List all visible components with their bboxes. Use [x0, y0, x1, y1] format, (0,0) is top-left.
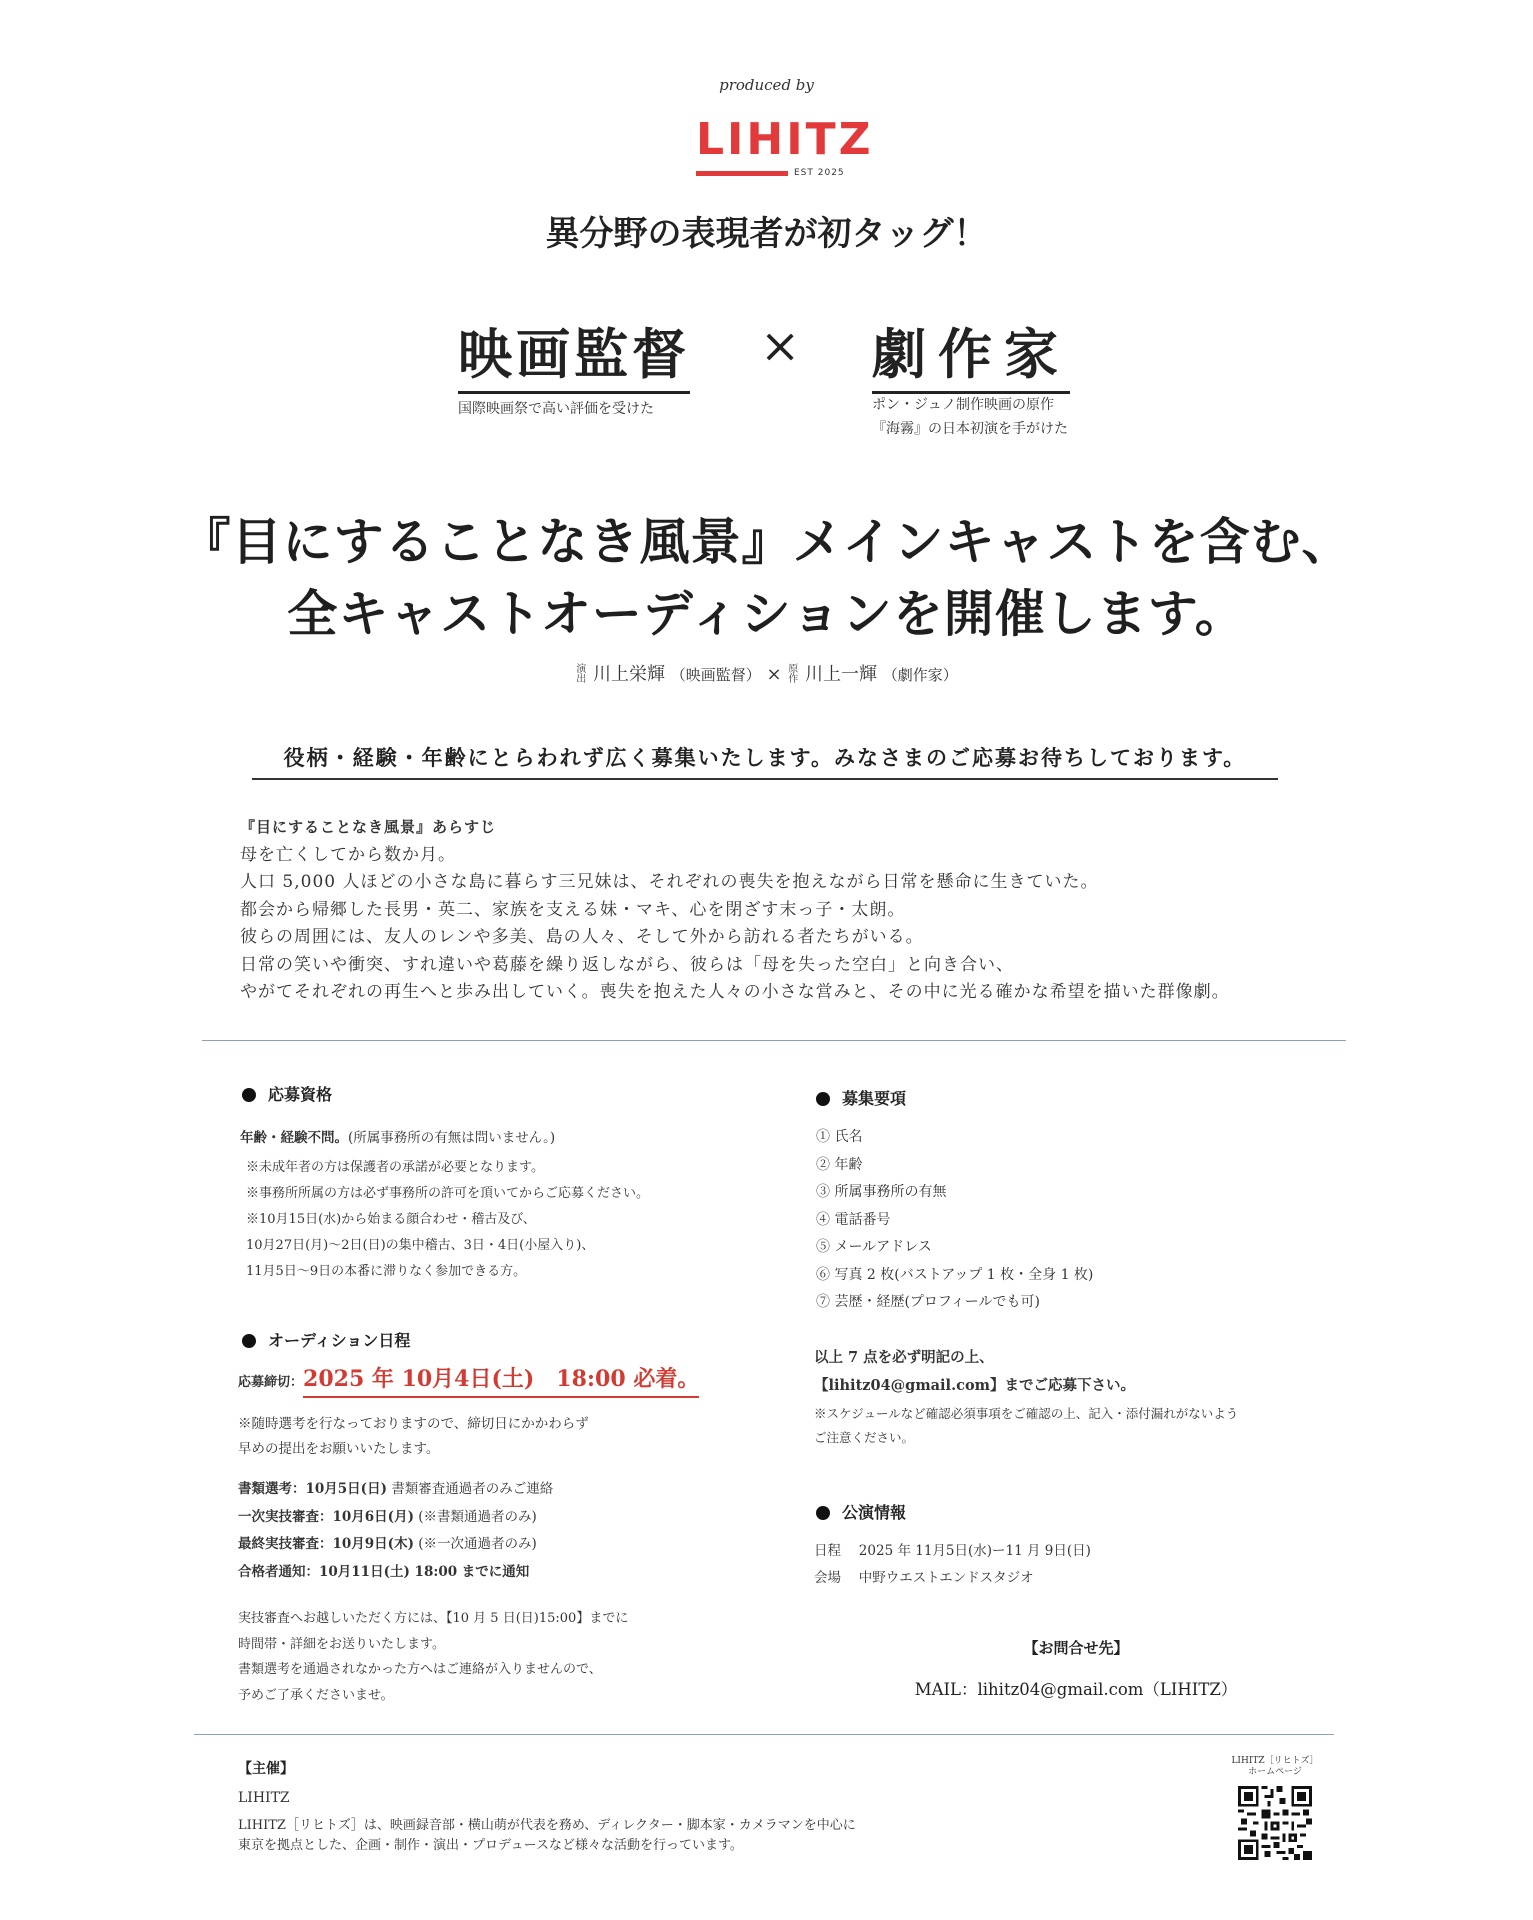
qr-caption: LIHITZ［リヒトズ］ ホームページ [1231, 1756, 1319, 1777]
requirements-instruction: 以上 7 点を必ず明記の上、 【lihitz04@gmail.com】までご応募下さい。 [814, 1349, 1135, 1394]
logo-est: EST 2025 [794, 167, 845, 178]
playwright-note-line2: 『海霧』の日本初演を手がけた [872, 420, 1068, 437]
bullet-dot [816, 1506, 830, 1520]
playwright-note-line1: ポン・ジュノ制作映画の原作 [872, 397, 1054, 413]
eligibility-title: 応募資格 [242, 1082, 332, 1105]
synopsis-line: 日常の笑いや衝突、すれ違いや葛藤を繰り返しながら、彼らは「母を失った空白」と向き合い、 [240, 954, 1014, 975]
requirements-title: 募集要項 [816, 1086, 906, 1109]
contact-mail: MAIL：lihitz04@gmail.com（LIHITZ） [914, 1680, 1238, 1699]
schedule-step: 最終実技審査：10月9日(木) (※一次通過者のみ) [238, 1536, 537, 1552]
organizer-label: 【主催】 [238, 1761, 294, 1777]
schedule-title: オーディション日程 [242, 1328, 410, 1351]
eligibility-note: ※事務所所属の方は必ず事務所の許可を頂いてからご応募ください。 [246, 1186, 650, 1201]
requirement-item: ④ 電話番号 [816, 1211, 891, 1228]
logo-text: LIHITZ [696, 114, 874, 165]
performance-info [814, 1538, 1334, 1592]
organizer-name: LIHITZ [238, 1790, 290, 1806]
organizer-description: LIHITZ［リヒトズ］は、映画録音部・横山萌が代表を務め、ディレクター・脚本家・カメラマンを中心に 東京を拠点とした、企画・制作・演出・プロデュースなど様々な活動を行っています。 [238, 1818, 856, 1853]
requirement-item: ⑤ メールアドレス [816, 1239, 932, 1255]
contact-title: 【お問合せ先】 [1023, 1639, 1129, 1657]
eligibility-body [240, 1126, 800, 1285]
schedule-steps [238, 1476, 798, 1586]
eligibility-note: ※未成年者の方は保護者の承諾が必要となります。 [246, 1160, 544, 1175]
credits [0, 660, 1533, 686]
performance-date: 日程 2025 年 11月5日(水)ー11 月 9日(日) [814, 1543, 1091, 1559]
synopsis-line: 母を亡くしてから数か月。 [240, 844, 456, 865]
synopsis [240, 814, 1320, 1007]
playwright-note [872, 394, 1068, 442]
schedule-closing: 実技審査へお越しいただく方には、【10 月 5 日(日)15:00】までに 時間帯・詳細をお送りいたします。 書類選考を通過されなかった方へはご連絡が入りませんので、 予めご了承くださいませ。 [238, 1611, 629, 1703]
times-symbol: × [760, 318, 801, 374]
produced-by: produced by [719, 76, 814, 94]
schedule-step: 一次実技審査：10月6日(月) (※書類通過者のみ) [238, 1508, 537, 1525]
deadline-date: 2025 年 10月4日(土) 18:00 必着。 [303, 1366, 699, 1398]
author-role: （劇作家） [882, 666, 958, 684]
tagline: 異分野の表現者が初タッグ！ [545, 214, 988, 254]
requirements-list [816, 1124, 1316, 1317]
deadline [238, 1362, 699, 1393]
headline-line1: 『目にすることなき風景』メインキャストを含む、 [180, 512, 1353, 571]
synopsis-line: やがてそれぞれの再生へと歩み出していく。喪失を抱えた人々の小さな営みと、その中に光る確かな希望を描いた群像劇。 [240, 982, 1230, 1002]
author-name: 川上一輝 [805, 664, 878, 685]
callout: 役柄・経験・年齢にとらわれず広く募集いたします。みなさまのご応募お待ちしております。 [252, 742, 1278, 780]
requirement-item: ② 年齢 [816, 1156, 863, 1173]
director-role: （映画監督） [670, 666, 761, 684]
section-divider [202, 1040, 1346, 1041]
bullet-dot [242, 1334, 256, 1348]
eligibility-note: 10月27日(月)〜2日(日)の集中稽古、3日・4日(小屋入り)、 [246, 1238, 595, 1253]
requirement-item: ⑦ 芸歴・経歴(プロフィールでも可) [816, 1294, 1040, 1310]
headline-line2: 全キャストオーディションを開催します。 [287, 584, 1246, 643]
bullet-dot [816, 1092, 830, 1106]
rolling-note: ※随時選考を行なっておりますので、締切日にかかわらず 早めの提出をお願いいたします。 [238, 1416, 589, 1457]
requirement-item: ③ 所属事務所の有無 [816, 1184, 947, 1200]
director-label: 演出 [576, 663, 587, 685]
schedule-step: 合格者通知：10月11日(土) 18:00 までに通知 [238, 1563, 530, 1580]
performance-venue: 会場 中野ウエストエンドスタジオ [814, 1570, 1034, 1586]
author-label: 原作 [788, 663, 799, 685]
schedule-step: 書類選考：10月5日(日) 書類審査通過者のみご連絡 [238, 1481, 554, 1497]
eligibility-note: ※10月15日(水)から始まる顔合わせ・稽古及び、 [246, 1212, 536, 1227]
role-film-director: 映画監督 [458, 312, 690, 394]
bullet-dot [242, 1088, 256, 1102]
footer-divider [194, 1734, 1334, 1735]
synopsis-line: 彼らの周囲には、友人のレンや多美、島の人々、そして外から訪れる者たちがいる。 [240, 927, 924, 947]
eligibility-lead: 年齢・経験不問。(所属事務所の有無は問いません。) [240, 1130, 556, 1146]
eligibility-note: 11月5日〜9日の本番に滞りなく参加できる方。 [246, 1264, 527, 1279]
logo-underline [696, 171, 788, 176]
synopsis-line: 人口 5,000 人ほどの小さな島に暮らす三兄妹は、それぞれの喪失を抱えながら日常を懸命に生きていた。 [240, 872, 1099, 892]
requirements-caution: ※スケジュールなど確認必須事項をご確認の上、記入・添付漏れがないよう ご注意ください。 [814, 1406, 1239, 1445]
requirement-item: ① 氏名 [816, 1129, 863, 1145]
synopsis-title: 『目にすることなき風景』あらすじ [240, 818, 497, 836]
qr-code-icon[interactable] [1238, 1786, 1312, 1860]
synopsis-line: 都会から帰郷した長男・英二、家族を支える妹・マキ、心を閉ざす末っ子・太朗。 [240, 899, 906, 920]
performance-title: 公演情報 [816, 1500, 906, 1523]
role-playwright: 劇作家 [872, 312, 1070, 394]
director-note: 国際映画祭で高い評価を受けた [458, 401, 654, 417]
director-name: 川上栄輝 [592, 664, 665, 685]
credits-times: × [766, 664, 782, 685]
deadline-label: 応募締切： [238, 1375, 304, 1390]
requirement-item: ⑥ 写真 2 枚(バストアップ 1 枚・全身 1 枚) [816, 1266, 1094, 1283]
lihitz-logo [696, 114, 874, 181]
